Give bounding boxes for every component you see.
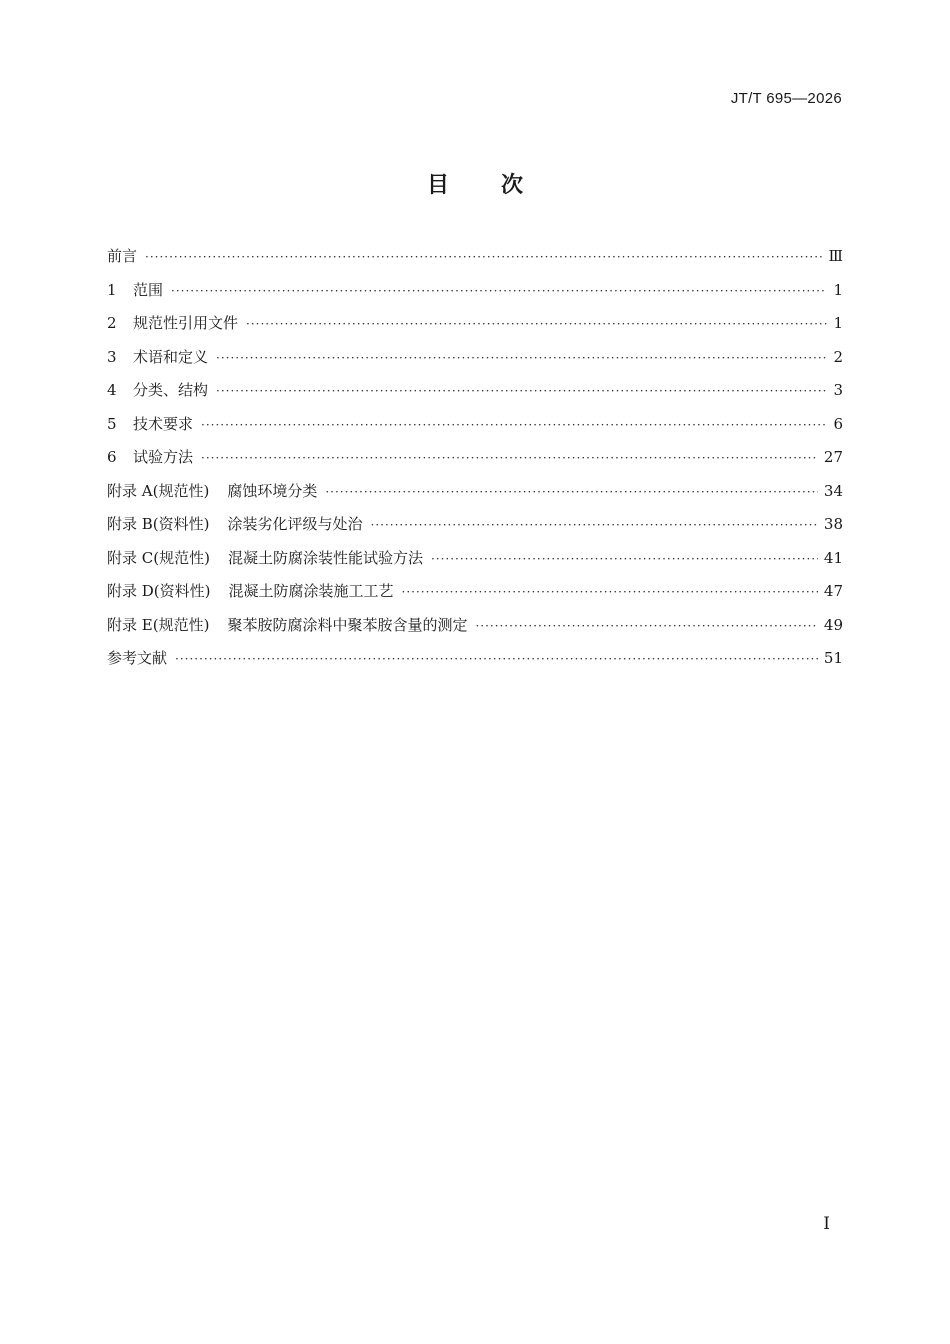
toc-entry-title: 试验方法	[133, 448, 194, 466]
toc-entry[interactable]	[107, 346, 843, 380]
dot-leader	[246, 317, 827, 331]
toc-entry-title: 附录 A(规范性)	[107, 481, 210, 500]
toc-entry[interactable]	[107, 413, 843, 447]
toc-entry-page: 27	[823, 448, 843, 466]
toc-entry-page: 38	[823, 515, 843, 533]
toc-entry-title: 分类、结构	[133, 381, 209, 399]
toc-entry-title: 术语和定义	[133, 347, 209, 366]
toc-appendix-title: 混凝土防腐涂装施工工艺	[228, 582, 394, 600]
dot-leader	[216, 351, 827, 365]
toc-entry-title: 规范性引用文件	[133, 314, 239, 332]
toc-entry-page: 3	[833, 381, 843, 399]
toc-entry[interactable]	[107, 580, 843, 614]
toc-appendix-title: 涂装劣化评级与处治	[227, 515, 363, 533]
toc-entry-number: 1	[107, 280, 117, 299]
toc-entry-label	[107, 547, 423, 568]
dot-leader	[216, 384, 827, 398]
toc-entry-label	[107, 346, 208, 367]
toc-entry-number: 2	[107, 314, 117, 332]
toc-entry-label	[107, 480, 317, 501]
toc-entry-title: 参考文献	[107, 649, 168, 667]
table-of-contents	[107, 245, 843, 681]
toc-entry-label	[107, 379, 208, 400]
toc-entry-title: 前言	[107, 247, 138, 265]
toc-entry-page: 51	[823, 649, 843, 667]
toc-entry-title: 范围	[133, 280, 164, 299]
toc-entry-label	[107, 446, 193, 467]
toc-entry-title: 附录 D(资料性)	[107, 582, 211, 600]
toc-entry[interactable]	[107, 312, 843, 346]
dot-leader	[325, 485, 818, 499]
page-number: I	[823, 1214, 830, 1234]
dot-leader	[145, 250, 823, 264]
toc-entry-label	[107, 413, 193, 434]
toc-entry-page: Ⅲ	[828, 247, 843, 265]
toc-entry[interactable]	[107, 279, 843, 313]
toc-entry-title: 技术要求	[133, 414, 194, 433]
toc-entry-number: 4	[107, 381, 117, 399]
toc-entry-title: 附录 C(规范性)	[107, 548, 210, 567]
dot-leader	[371, 518, 818, 532]
toc-entry-title: 附录 E(规范性)	[107, 615, 210, 634]
toc-entry-label	[107, 513, 363, 534]
toc-entry-page: 47	[823, 582, 843, 600]
toc-appendix-title: 腐蚀环境分类	[227, 481, 318, 500]
dot-leader	[402, 585, 818, 599]
document-code: JT/T 695—2026	[730, 90, 842, 107]
toc-appendix-title: 混凝土防腐涂装性能试验方法	[227, 548, 423, 567]
toc-entry-number: 5	[107, 414, 117, 433]
toc-entry-label	[107, 279, 163, 300]
toc-entry-page: 1	[833, 280, 843, 299]
toc-entry-page: 2	[833, 347, 843, 366]
toc-entry[interactable]	[107, 547, 843, 581]
toc-entry-number: 6	[107, 448, 117, 466]
toc-entry-label	[107, 614, 467, 635]
toc-entry[interactable]	[107, 245, 843, 279]
dot-leader	[201, 451, 818, 465]
title-char-2: 次	[501, 173, 524, 198]
toc-entry-label	[107, 312, 238, 333]
toc-entry-label	[107, 245, 137, 266]
toc-entry[interactable]	[107, 480, 843, 514]
dot-leader	[431, 552, 818, 566]
toc-entry[interactable]	[107, 446, 843, 480]
dot-leader	[475, 619, 817, 633]
toc-appendix-title: 聚苯胺防腐涂料中聚苯胺含量的测定	[227, 615, 468, 634]
toc-entry-number: 3	[107, 347, 117, 366]
toc-entry-page: 34	[823, 481, 843, 500]
dot-leader	[201, 418, 827, 432]
toc-entry-label	[107, 647, 167, 668]
toc-entry[interactable]	[107, 379, 843, 413]
dot-leader	[175, 652, 818, 666]
dot-leader	[171, 284, 827, 298]
toc-entry-page: 1	[833, 314, 843, 332]
toc-entry-label	[107, 580, 394, 601]
toc-entry[interactable]	[107, 513, 843, 547]
toc-entry-title: 附录 B(资料性)	[107, 515, 210, 533]
title-char-1: 目	[426, 173, 449, 198]
page-title	[0, 168, 950, 199]
toc-entry[interactable]	[107, 647, 843, 681]
toc-entry-page: 6	[833, 414, 843, 433]
toc-entry-page: 41	[823, 548, 843, 567]
toc-entry[interactable]	[107, 614, 843, 648]
toc-entry-page: 49	[823, 615, 843, 634]
